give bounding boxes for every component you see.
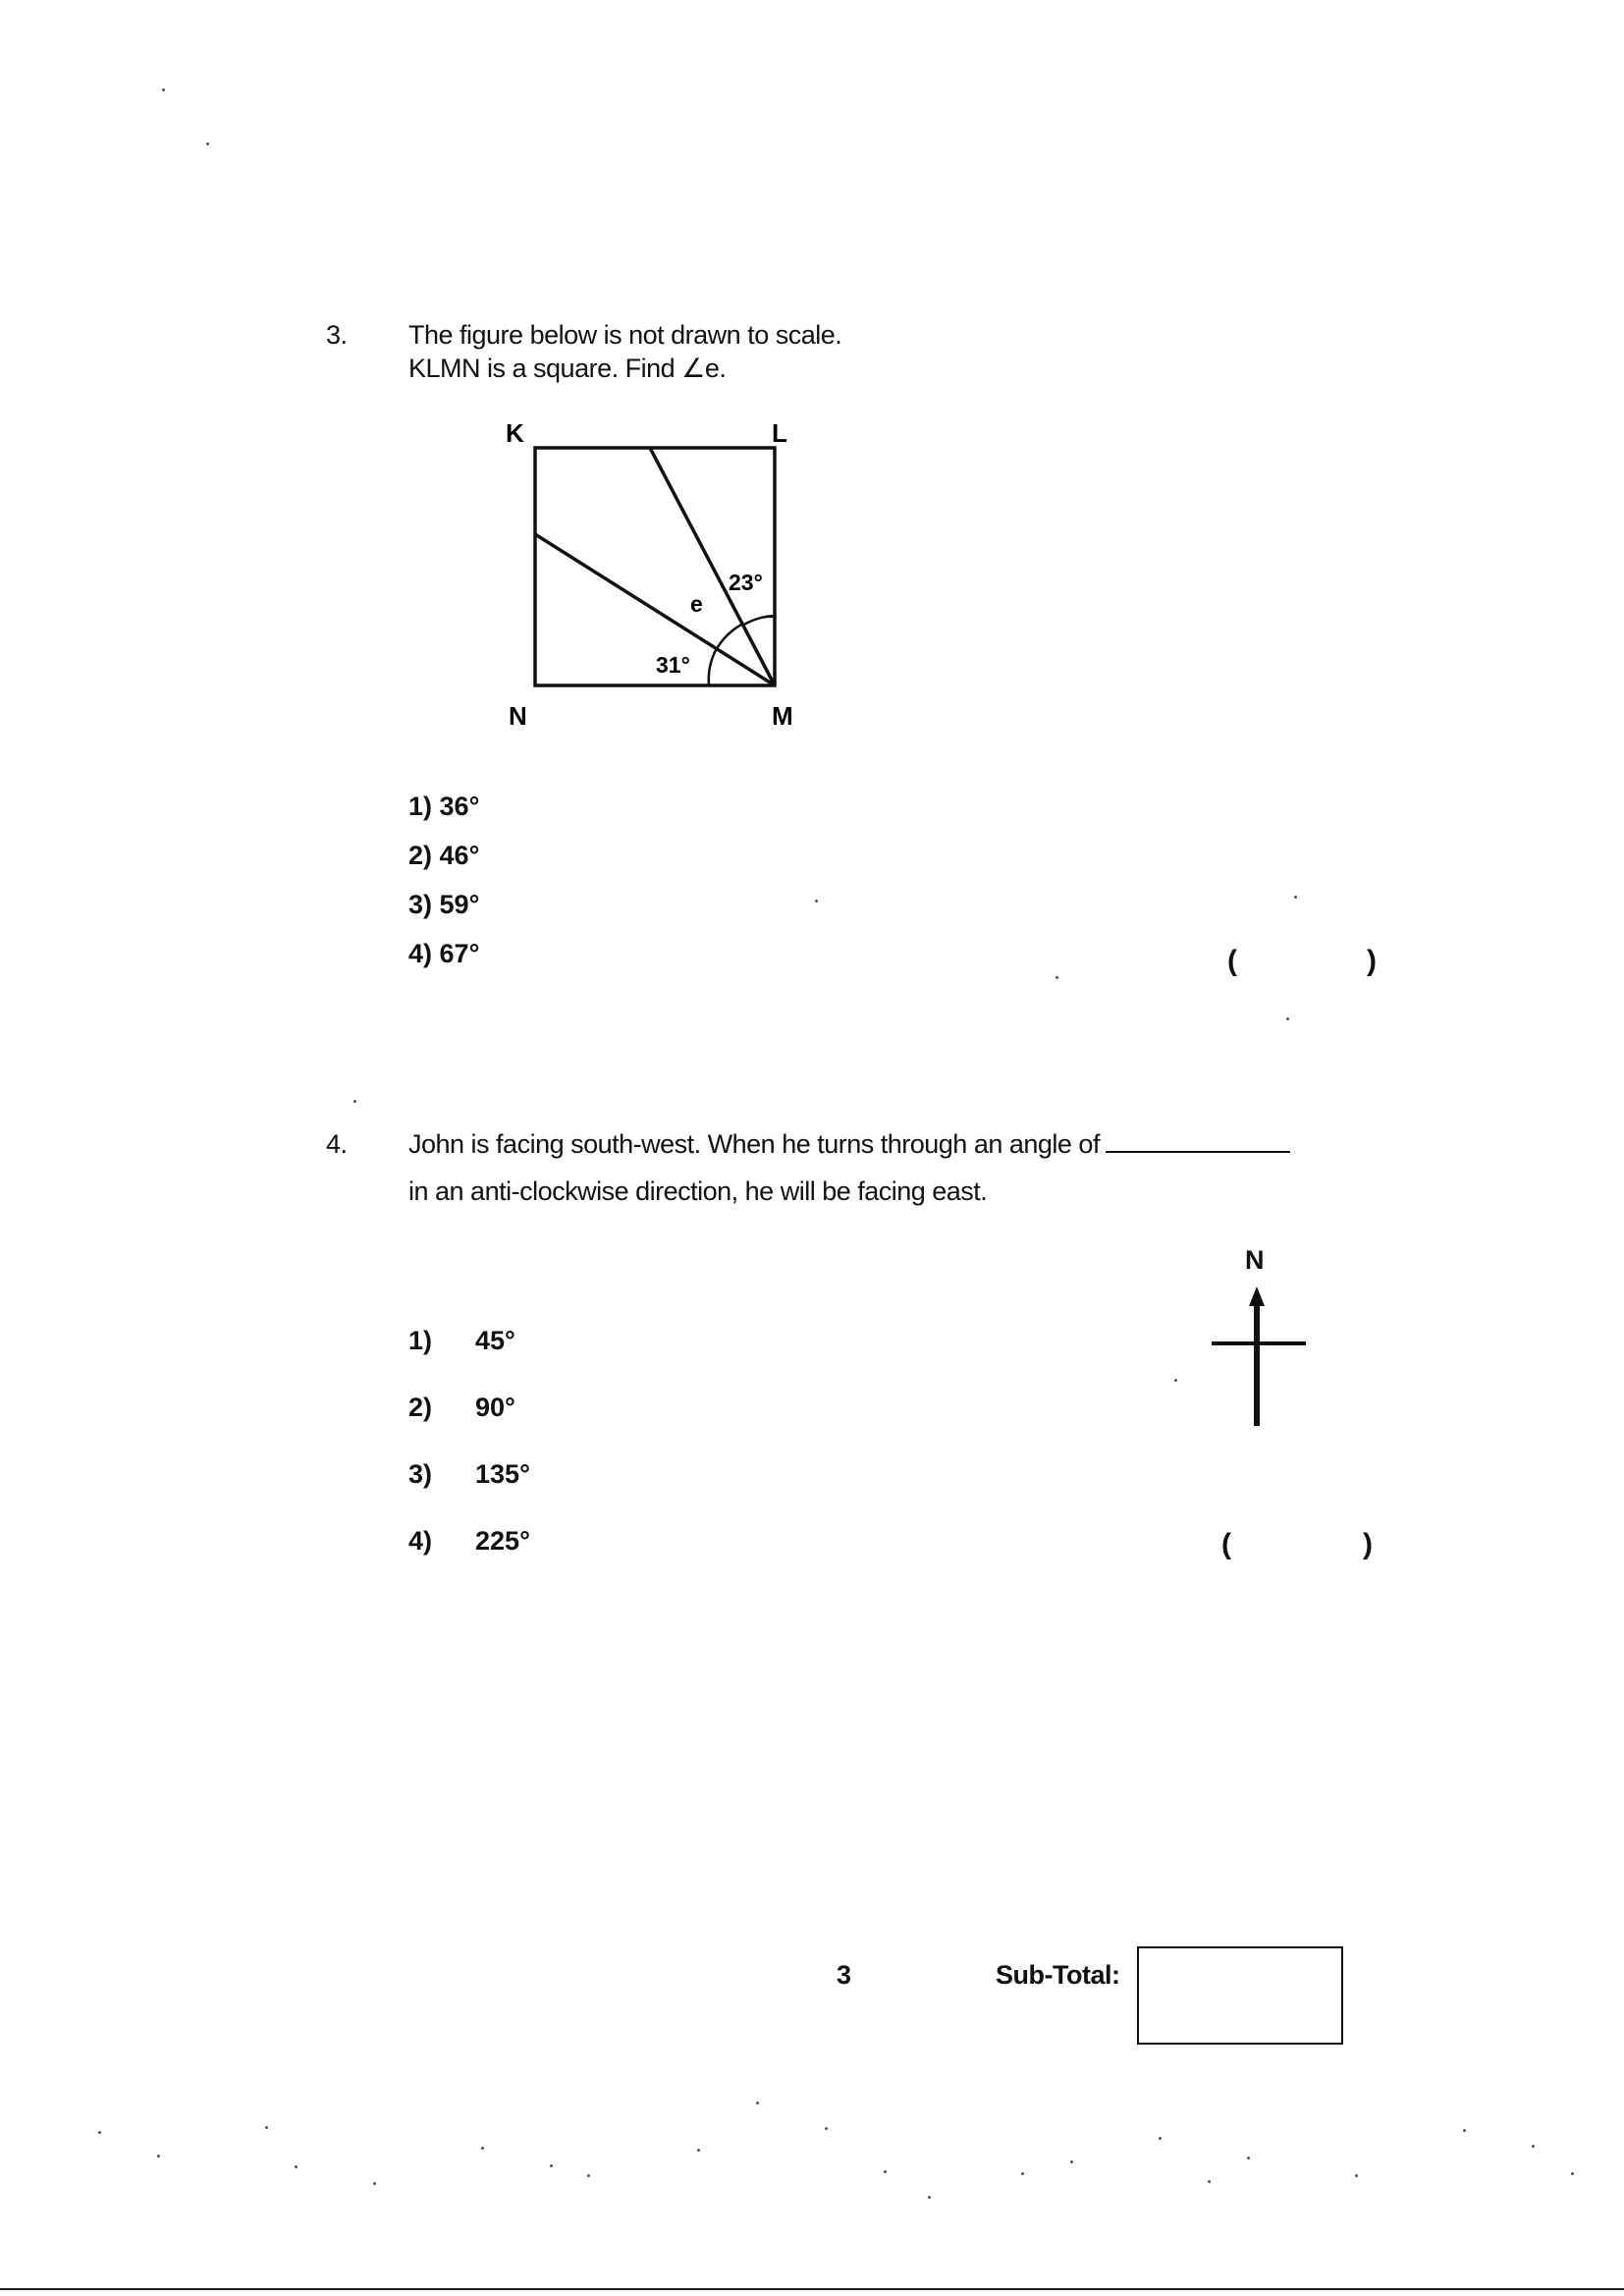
label-k: K xyxy=(506,418,524,448)
line-m-to-top xyxy=(650,448,775,685)
q4-line1: John is facing south-west. When he turns through an angle of xyxy=(408,1127,1290,1161)
label-angle-e: e xyxy=(690,591,703,617)
square-klmn xyxy=(535,448,775,685)
compass-north-label: N xyxy=(1245,1245,1265,1275)
label-angle-31: 31° xyxy=(656,652,690,678)
subtotal-box[interactable] xyxy=(1137,1946,1343,2045)
q4-answer-blank[interactable] xyxy=(1106,1129,1290,1153)
q4-line2: in an anti-clockwise direction, he will be facing east. xyxy=(408,1176,988,1206)
arc-angle-31 xyxy=(709,652,715,685)
label-m: M xyxy=(772,701,793,731)
label-angle-23: 23° xyxy=(729,570,763,595)
square-klmn-figure xyxy=(491,412,825,737)
bottom-rule xyxy=(0,2288,1624,2290)
q3-option-3: 3) 59° xyxy=(408,890,480,919)
label-n: N xyxy=(509,701,527,731)
q4-option-4: 4) 225° xyxy=(408,1526,530,1556)
line-m-to-left xyxy=(535,534,775,685)
q4-number: 4. xyxy=(326,1129,348,1159)
q3-line2: KLMN is a square. Find ∠e. xyxy=(408,354,727,383)
q3-line1: The figure below is not drawn to scale. xyxy=(408,320,842,350)
q3-answer-close[interactable]: ) xyxy=(1367,945,1377,977)
subtotal-label: Sub-Total: xyxy=(996,1960,1120,1990)
page-number: 3 xyxy=(837,1960,852,1990)
q4-option-1: 1) 45° xyxy=(408,1326,515,1355)
q4-option-3: 3) 135° xyxy=(408,1459,530,1489)
q3-option-4: 4) 67° xyxy=(408,939,480,968)
q3-answer-open[interactable]: ( xyxy=(1227,945,1237,977)
label-l: L xyxy=(772,418,787,448)
arc-angle-23b xyxy=(742,616,775,626)
q3-option-1: 1) 36° xyxy=(408,792,480,821)
q4-answer-open[interactable]: ( xyxy=(1221,1528,1231,1560)
q3-number: 3. xyxy=(326,320,348,350)
q4-answer-close[interactable]: ) xyxy=(1363,1528,1373,1560)
q4-option-2: 2) 90° xyxy=(408,1393,515,1422)
compass-icon xyxy=(1208,1285,1316,1432)
q3-option-2: 2) 46° xyxy=(408,841,480,870)
